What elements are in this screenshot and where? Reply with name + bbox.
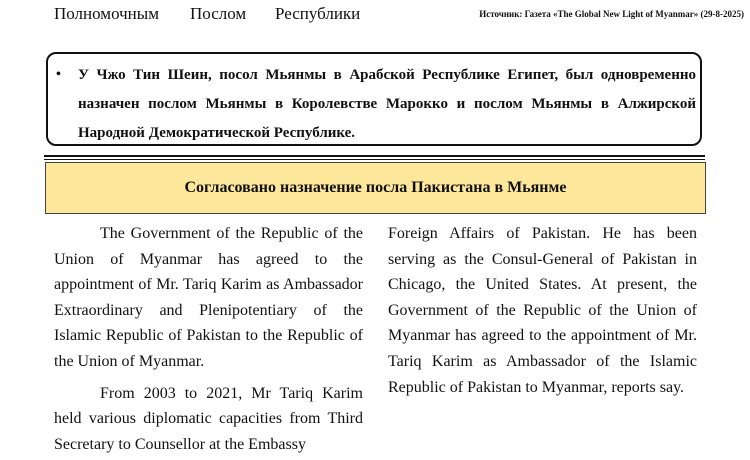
article-column-right xyxy=(388,221,697,400)
divider-thick xyxy=(44,155,705,157)
article-headline: Согласовано назначение посла Пакистана в Мьянме xyxy=(184,179,567,196)
headline-banner xyxy=(45,162,706,214)
article-paragraph: Foreign Affairs of Pakistan. He has been serving as the Consul-General of Pakistan in Chicago, the United States. At present, the Government of the Republic of the Union of Myanmar has agreed to the appointment of Mr. Tariq Karim as Ambassador of the Islamic Republic of Pakistan to Myanmar, reports say. xyxy=(388,225,697,396)
article-paragraph: From 2003 to 2021, Mr Tariq Karim held various diplomatic capacities from Third Secretary to Counsellor at the Embassy xyxy=(54,384,363,453)
note-box xyxy=(46,52,702,146)
tail-word-1: Полномочным xyxy=(54,4,159,23)
article-column-left xyxy=(54,221,363,457)
bullet-icon: • xyxy=(56,67,61,82)
divider-thin xyxy=(44,159,705,160)
previous-article-tail xyxy=(54,3,360,25)
article-paragraph: The Government of the Republic of the Union of Myanmar has agreed to the appointment of Mr. Tariq Karim as Ambassador Extraordinary and Plenipotentiary of the Islamic Republic of Pakistan to the Republic of the Union of Myanmar. xyxy=(54,225,363,370)
top-text-line xyxy=(54,3,744,27)
source-note: Источник: Газета «The Global New Light of Myanmar» (29-8-2025) xyxy=(479,9,744,19)
tail-word-2: Послом xyxy=(190,4,247,23)
note-text: У Чжо Тин Шеин, посол Мьянмы в Арабской Республике Египет, был одновременно назначен послом Мьянмы в Королевстве Марокко и послом Мьянмы в Алжирской Народной Демократической Республике. xyxy=(78,67,696,141)
tail-word-3: Республики xyxy=(275,4,361,23)
